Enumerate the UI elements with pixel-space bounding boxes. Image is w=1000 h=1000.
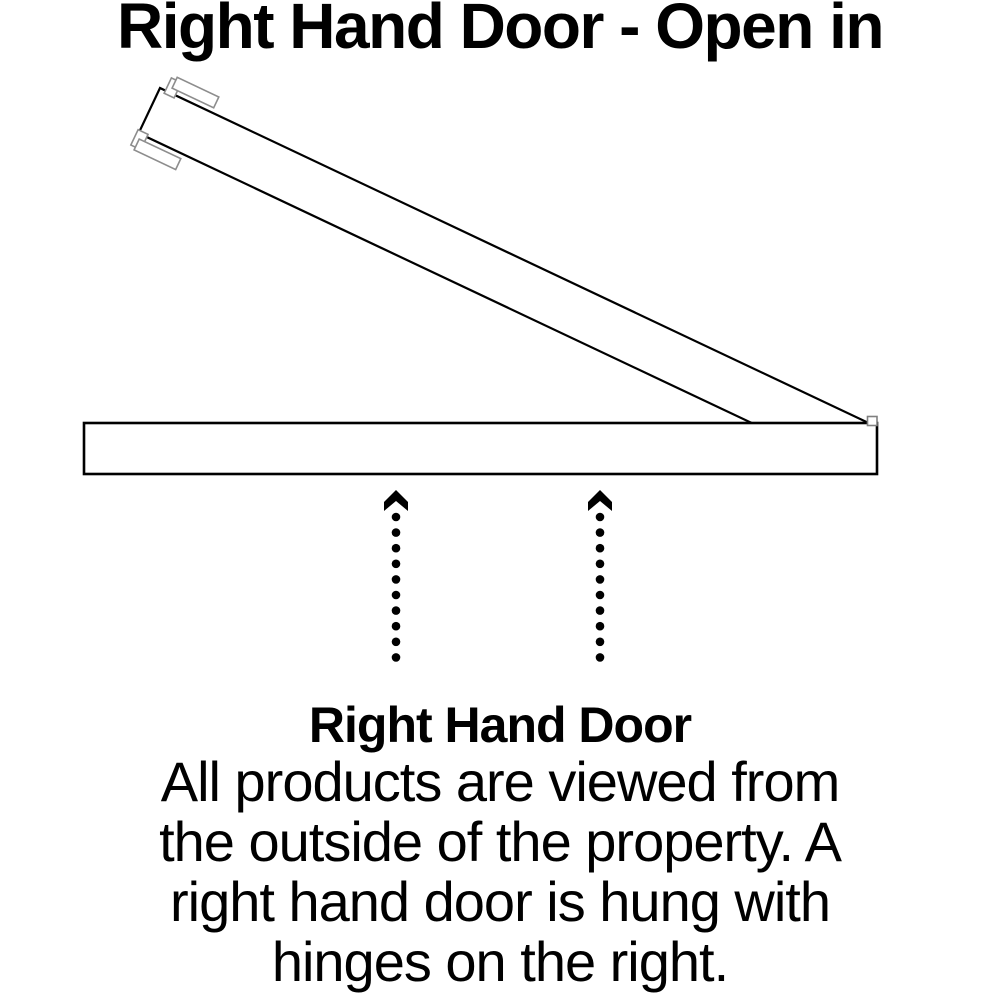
arrow-shaft-dot bbox=[596, 638, 605, 647]
arrow-shaft-dot bbox=[596, 622, 605, 631]
arrow-shaft-dot bbox=[596, 653, 605, 662]
arrow-up-icon bbox=[384, 490, 408, 511]
open-direction-arrow-left bbox=[384, 490, 408, 662]
arrow-shaft-dot bbox=[392, 575, 401, 584]
arrow-shaft-dot bbox=[392, 622, 401, 631]
arrow-shaft-dot bbox=[392, 528, 401, 537]
arrow-shaft-dot bbox=[392, 560, 401, 569]
arrow-shaft-dot bbox=[596, 560, 605, 569]
open-direction-arrow-right bbox=[588, 490, 612, 662]
arrow-shaft-dot bbox=[392, 513, 401, 522]
arrow-shaft-dot bbox=[596, 606, 605, 615]
arrow-shaft-dot bbox=[392, 591, 401, 600]
caption-line-2: the outside of the property. A bbox=[159, 810, 841, 873]
arrow-shaft-dot bbox=[596, 591, 605, 600]
arrow-shaft-dot bbox=[596, 544, 605, 553]
arrow-shaft-dot bbox=[392, 544, 401, 553]
hinge-marker bbox=[868, 417, 878, 426]
door-frame bbox=[84, 423, 877, 474]
page-title: Right Hand Door - Open in bbox=[117, 0, 883, 62]
door-panel bbox=[139, 88, 870, 469]
arrow-shaft-dot bbox=[392, 606, 401, 615]
arrow-shaft-dot bbox=[596, 575, 605, 584]
arrow-up-icon bbox=[588, 490, 612, 511]
caption-body bbox=[0, 752, 1000, 992]
caption-line-4: hinges on the right. bbox=[271, 930, 729, 993]
arrow-shaft-dot bbox=[596, 513, 605, 522]
arrow-shaft-dot bbox=[392, 653, 401, 662]
caption-heading: Right Hand Door bbox=[308, 697, 692, 753]
caption-line-1: All products are viewed from bbox=[160, 750, 840, 813]
caption-line-3: right hand door is hung with bbox=[170, 870, 830, 933]
arrow-shaft-dot bbox=[392, 638, 401, 647]
arrow-shaft-dot bbox=[596, 528, 605, 537]
